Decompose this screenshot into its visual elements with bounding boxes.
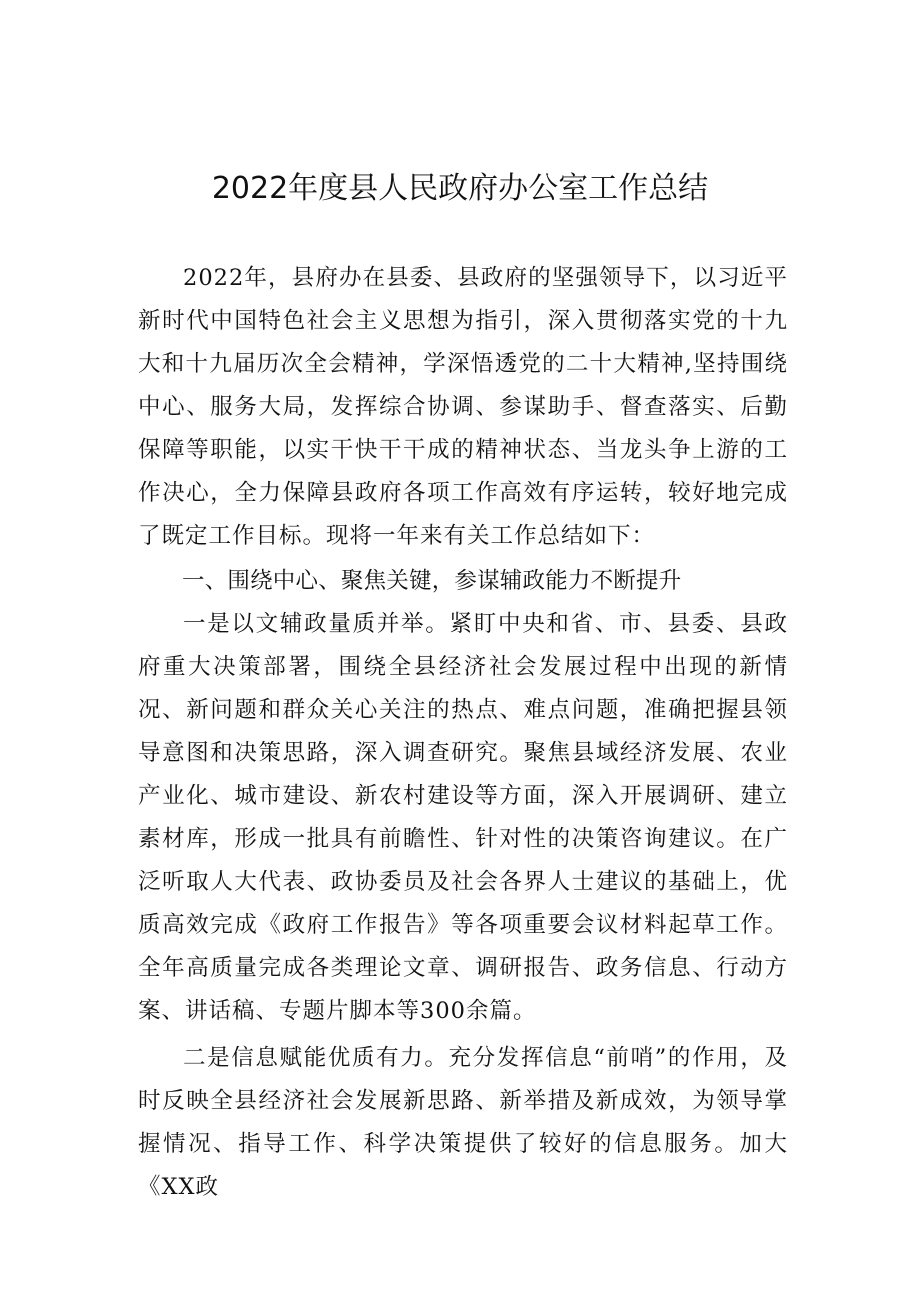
body-paragraph: 二是信息赋能优质有力。充分发挥信息“前哨”的作用，及时反映全县经济社会发展新思路、新举措及新成效，为领导掌握情况、指导工作、科学决策提供了较好的信息服务。加大《XX政 bbox=[138, 1045, 788, 1200]
intro-paragraph: 2022年，县府办在县委、县政府的坚强领导下，以习近平新时代中国特色社会主义思想为指引，深入贯彻落实党的十九大和十九届历次全会精神，学深悟透党的二十大精神,坚持围绕中心、服务大局，发挥综合协调、参谋助手、督查落实、后勤保障等职能，以实干快干干成的精神状态、当龙头争上游的工作决心，全力保障县政府各项工作高效有序运转，较好地完成了既定工作目标。现将一年来有关工作总结如下： bbox=[138, 265, 788, 549]
document-title: 2022年度县人民政府办公室工作总结 bbox=[211, 171, 709, 206]
section-heading: 一、围绕中心、聚焦关键，参谋辅政能力不断提升 bbox=[182, 568, 682, 594]
body-paragraph: 一是以文辅政量质并举。紧盯中央和省、市、县委、县政府重大决策部署，围绕全县经济社会发展过程中出现的新情况、新问题和群众关心关注的热点、难点问题，准确把握县领导意图和决策思路，深入调查研究。聚焦县域经济发展、农业产业化、城市建设、新农村建设等方面，深入开展调研、建立素材库，形成一批具有前瞻性、针对性的决策咨询建议。在广泛听取人大代表、政协委员及社会各界人士建议的基础上，优质高效完成《政府工作报告》等各项重要会议材料起草工作。全年高质量完成各类理论文章、调研报告、政务信息、行动方案、讲话稿、专题片脚本等300余篇。 bbox=[138, 611, 788, 1024]
